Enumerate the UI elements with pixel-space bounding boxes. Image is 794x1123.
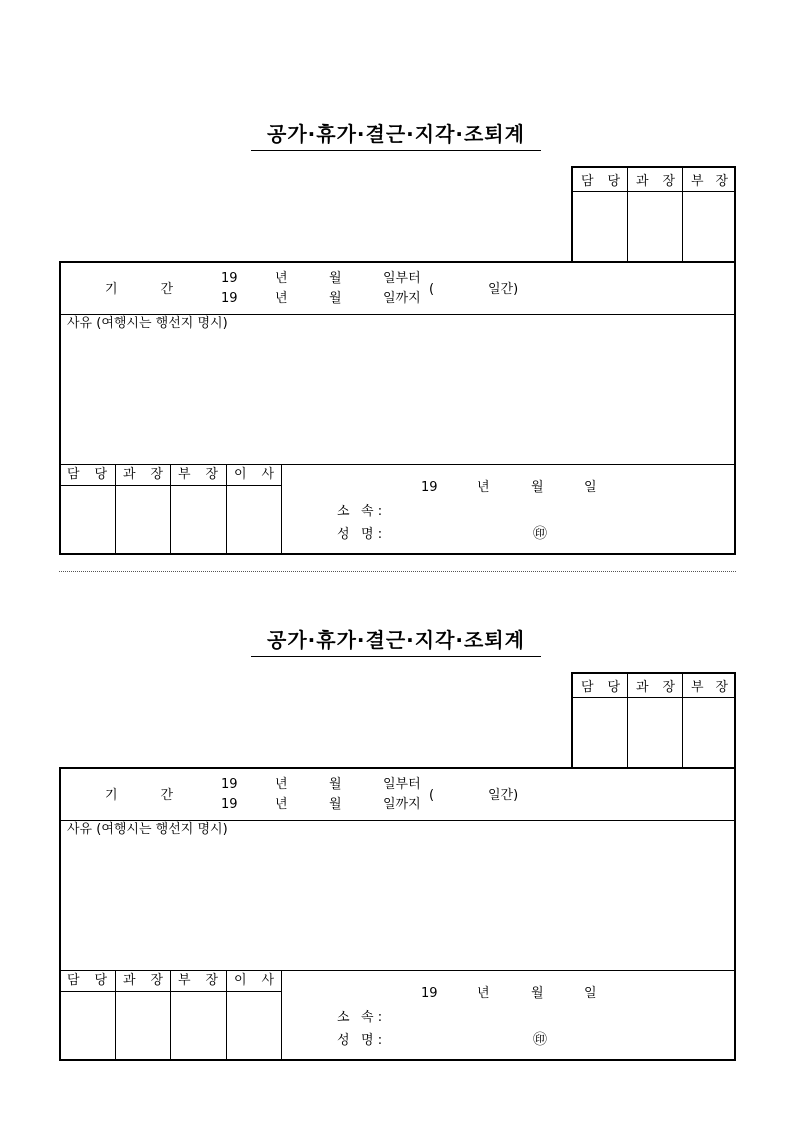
name-label-a: 성 — [337, 1033, 350, 1048]
affiliation-label-a: 소 — [337, 1010, 350, 1025]
approval-header-director: 부 장 — [683, 674, 736, 698]
affiliation-label-b: 속 : — [361, 504, 383, 519]
date-year: 19 — [421, 986, 438, 1001]
days-open: ( — [429, 788, 435, 803]
seal-mark-icon: ㊞ — [533, 1032, 547, 1048]
approval-header-director: 부 장 — [683, 168, 736, 192]
form-title: 공가·휴가·결근·지각·조퇴계 — [251, 624, 541, 657]
approval-staff: 담 당 — [67, 973, 107, 988]
approval-manager: 과 장 — [123, 467, 163, 482]
approval-header-staff: 담 당 — [573, 168, 628, 192]
date-day-unit: 일 — [584, 986, 597, 1001]
days-open: ( — [429, 282, 435, 297]
start-month-unit: 월 — [329, 271, 342, 286]
date-year-unit: 년 — [477, 986, 490, 1001]
end-month-unit: 월 — [329, 291, 342, 306]
start-year: 19 — [221, 777, 238, 792]
form-1 — [0, 0, 794, 542]
reason-label: 사유 (여행시는 행선지 명시) — [67, 316, 228, 331]
start-day-unit: 일부터 — [383, 777, 421, 792]
approval-director: 부 장 — [178, 973, 218, 988]
approval-header-manager: 과 장 — [628, 168, 683, 192]
start-year-unit: 년 — [275, 777, 288, 792]
form-title: 공가·휴가·결근·지각·조퇴계 — [251, 118, 541, 151]
period-label: 기 간 — [105, 788, 173, 803]
end-year: 19 — [221, 291, 238, 306]
top-approval-box — [571, 672, 736, 768]
end-day-unit: 일까지 — [383, 797, 421, 812]
approval-director: 부 장 — [178, 467, 218, 482]
date-month-unit: 월 — [531, 480, 544, 495]
approval-header-staff: 담 당 — [573, 674, 628, 698]
name-label-b: 명 : — [361, 1033, 383, 1048]
affiliation-label-b: 속 : — [361, 1010, 383, 1025]
approval-header-manager: 과 장 — [628, 674, 683, 698]
affiliation-label-a: 소 — [337, 504, 350, 519]
date-month-unit: 월 — [531, 986, 544, 1001]
start-year: 19 — [221, 271, 238, 286]
reason-label: 사유 (여행시는 행선지 명시) — [67, 822, 228, 837]
end-year: 19 — [221, 797, 238, 812]
date-day-unit: 일 — [584, 480, 597, 495]
end-year-unit: 년 — [275, 291, 288, 306]
date-year-unit: 년 — [477, 480, 490, 495]
end-day-unit: 일까지 — [383, 291, 421, 306]
days-count-unit: 일간) — [488, 282, 519, 297]
name-label-b: 명 : — [361, 527, 383, 542]
start-month-unit: 월 — [329, 777, 342, 792]
approval-board: 이 사 — [234, 973, 274, 988]
days-count-unit: 일간) — [488, 788, 519, 803]
period-label: 기 간 — [105, 282, 173, 297]
seal-mark-icon: ㊞ — [533, 526, 547, 542]
main-table — [59, 767, 736, 1061]
approval-board: 이 사 — [234, 467, 274, 482]
end-year-unit: 년 — [275, 797, 288, 812]
top-approval-box — [571, 166, 736, 262]
approval-manager: 과 장 — [123, 973, 163, 988]
date-year: 19 — [421, 480, 438, 495]
start-year-unit: 년 — [275, 271, 288, 286]
approval-staff: 담 당 — [67, 467, 107, 482]
end-month-unit: 월 — [329, 797, 342, 812]
name-label-a: 성 — [337, 527, 350, 542]
form-2 — [0, 506, 794, 1048]
start-day-unit: 일부터 — [383, 271, 421, 286]
